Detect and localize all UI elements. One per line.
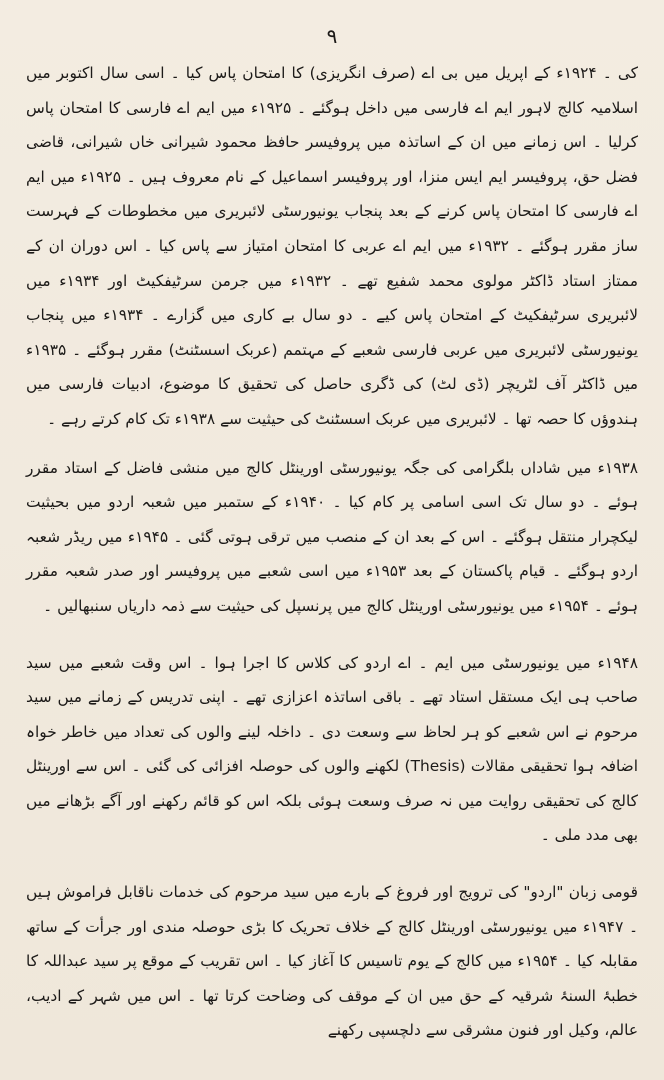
paragraph-education: کی ۔ ۱۹۲۴ء کے اپریل میں بی اے (صرف انگریزی) کا امتحان پاس کیا ۔ اسی سال اکتوبر میں اسلامیہ کالج لاہور ایم اے فارسی میں داخل ہوگئے ۔ ۱۹۲۵ء میں ایم اے فارسی کا امتحان پاس کرلیا ۔ اس زمانے میں ان کے اساتذہ میں پروفیسر حافظ محمود شیرانی خاں شیرانی، قاضی فضل حق، پروفیسر ایم ایس منزا، اور پروفیسر اسماعیل کے نام معروف ہیں ۔ ۱۹۲۵ء میں ایم اے فارسی کا امتحان پاس کرنے کے بعد پنجاب یونیورسٹی لائبریری میں مخطوطات کے فہرست ساز مقرر ہوگئے ۔ ۱۹۳۲ء میں ایم اے عربی کا امتحان امتیاز سے پاس کیا ۔ اس دوران ان کے ممتاز استاد ڈاکٹر مولوی محمد شفیع تھے ۔ ۱۹۳۲ء میں جرمن سرٹیفکیٹ اور ۱۹۳۴ء میں لائبریری سرٹیفکیٹ کے امتحان پاس کیے ۔ دو سال بے کاری میں گزارے ۔ ۱۹۳۴ء میں پنجاب یونیورسٹی لائبریری میں عربی فارسی شعبے کے مہتمم (عربک اسسٹنٹ) مقرر ہوگئے ۔ ۱۹۳۵ء میں ڈاکٹر آف لٹریچر (ڈی لٹ) کی ڈگری حاصل کی تحقیق کا موضوع، ادبیات فارسی میں ہندوؤں کا حصہ تھا ۔ لائبریری میں عربک اسسٹنٹ کی حیثیت سے ۱۹۳۸ء تک کام کرتے رہے ۔ <box>26 64 639 428</box>
paragraph-gap <box>26 853 638 875</box>
page-number: ۹ <box>326 24 338 48</box>
paragraph-gap <box>26 437 638 451</box>
paragraph-urdu-promotion: قومی زبان "اردو" کی ترویج اور فروغ کے بارے میں سید مرحوم کی خدمات ناقابل فراموش ہیں ۔ ۱۹۴۷ء میں یونیورسٹی اورینٹل کالج کے خلاف تحریک کا بڑی حوصلہ مندی اور جرأت کے ساتھ مقابلہ کیا ۔ ۱۹۵۴ء میں کالج کے یوم تاسیس کا آغاز کیا ۔ اس تقریب کے موقع پر سید عبداللہ کا خطبۂ السنۂ شرقیہ کے حق میں ان کے موقف کی وضاحت کرتا تھا ۔ اس میں شہر کے ادیب، عالم، وکیل اور فنون مشرقی سے دلچسپی رکھنے <box>26 883 638 1040</box>
paragraph-urdu-department: ۱۹۴۸ء میں یونیورسٹی میں ایم ۔ اے اردو کی کلاس کا اجرا ہوا ۔ اس وقت شعبے میں سید صاحب ہی ایک مستقل استاد تھے ۔ باقی اساتذہ اعزازی تھے ۔ اپنی تدریس کے زمانے میں سید مرحوم نے اس شعبے کو ہر لحاظ سے وسعت دی ۔ داخلہ لینے والوں کی تعداد میں خاطر خواہ اضافہ ہوا تحقیقی مقالات (Thesis) لکھنے والوں کی حوصلہ افزائی کی گئی ۔ اس سے اورینٹل کالج کی تحقیقی روایت میں نہ صرف وسعت ہوئی بلکہ اس کو قائم رکھنے اور آگے بڑھانے میں بھی مدد ملی ۔ <box>26 653 638 845</box>
paragraph-gap <box>26 624 638 646</box>
paragraph-career: ۱۹۳۸ء میں شاداں بلگرامی کی جگہ یونیورسٹی اورینٹل کالج میں منشی فاضل کے استاد مقرر ہوئے ۔ دو سال تک اسی اسامی پر کام کیا ۔ ۱۹۴۰ء کے ستمبر میں شعبہ اردو میں بحیثیت لیکچرار منتقل ہوگئے ۔ اس کے بعد ان کے منصب میں ترقی ہوتی گئی ۔ ۱۹۴۵ء میں ریڈر شعبہ اردو ہوگئے ۔ قیام پاکستان کے بعد ۱۹۵۳ء میں اسی شعبے میں پروفیسر اور صدر شعبہ مقرر ہوئے ۔ ۱۹۵۴ء میں یونیورسٹی اورینٹل کالج میں پرنسپل کی حیثیت سے ذمہ داریاں سنبھالیں ۔ <box>26 458 638 615</box>
